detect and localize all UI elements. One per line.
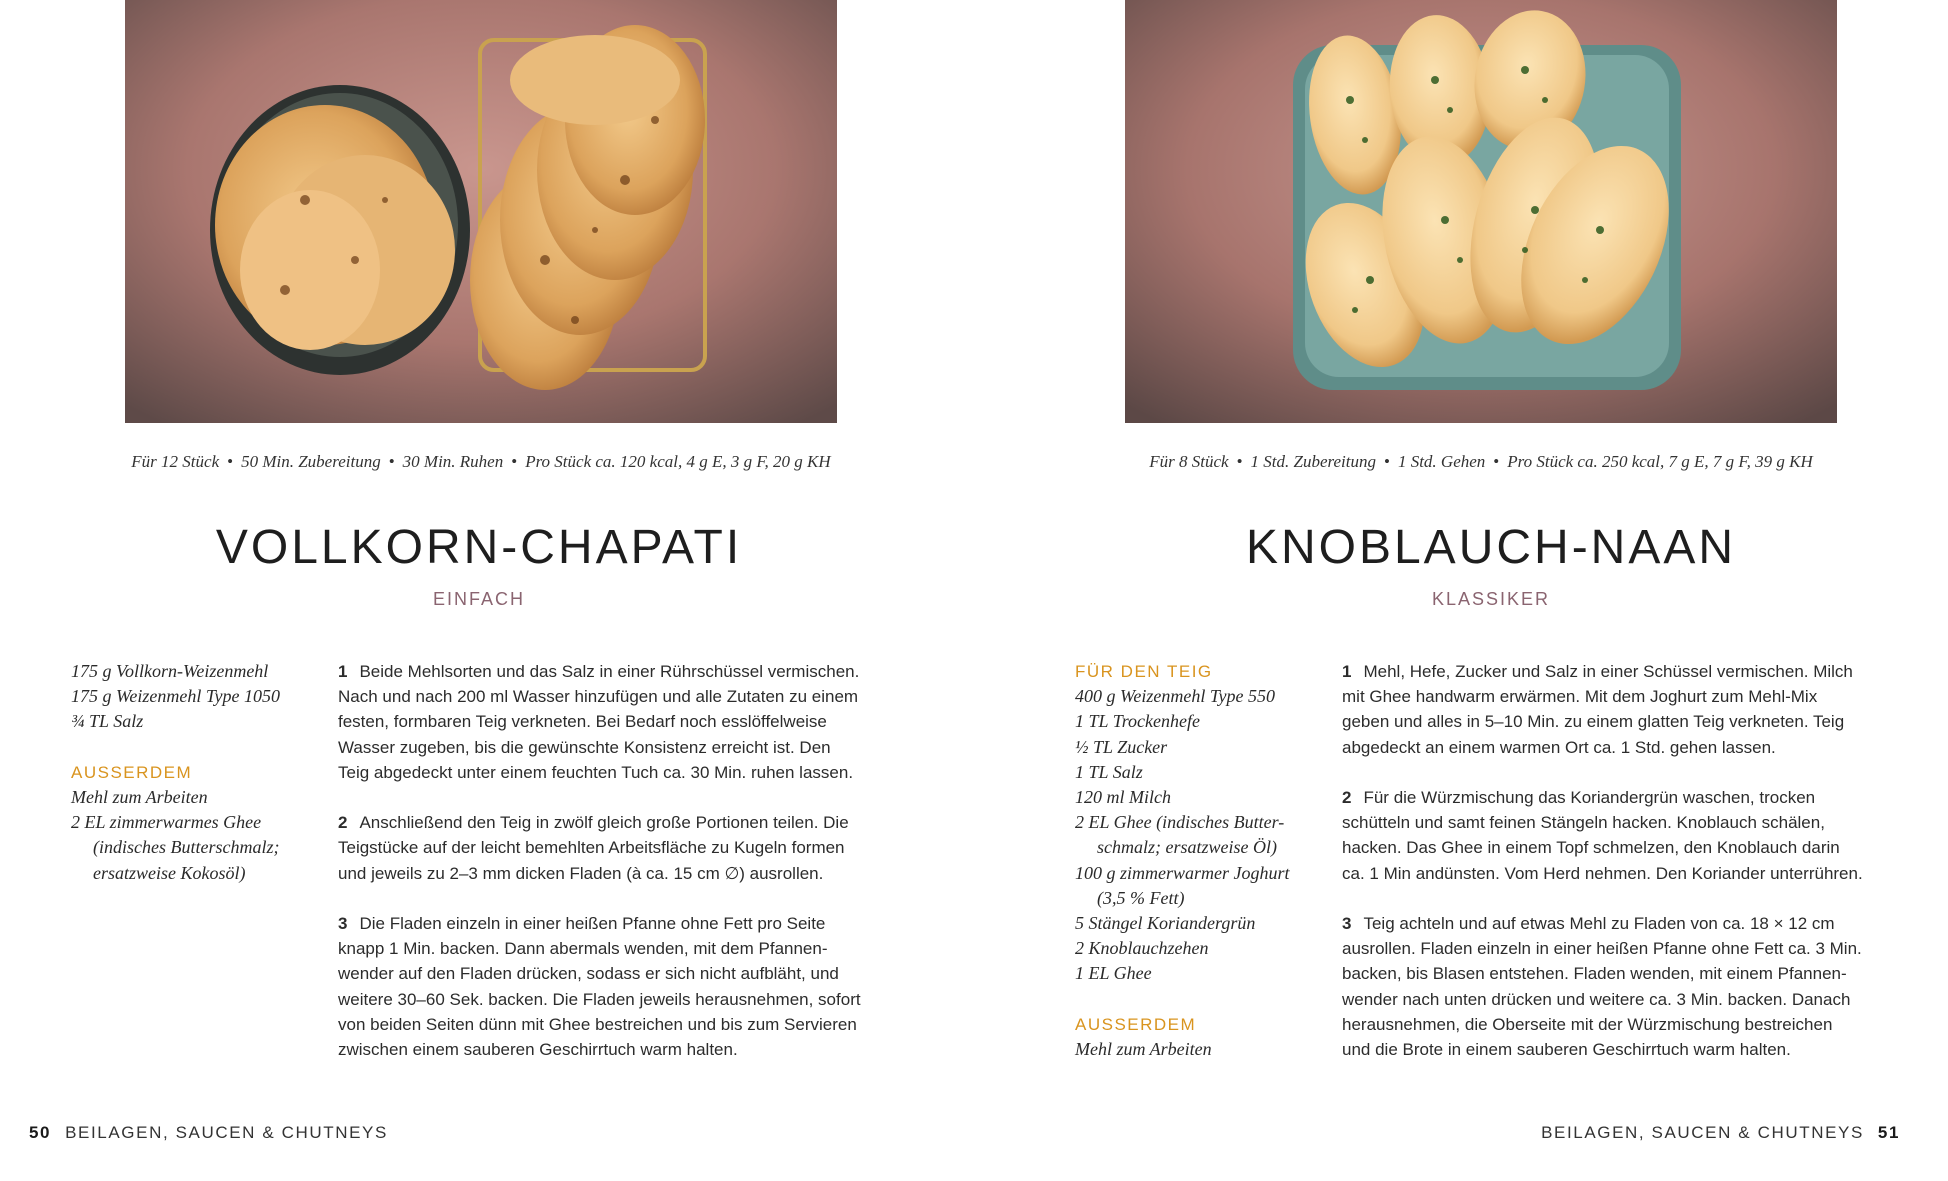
- instruction-step: 2 Anschließend den Teig in zwölf gleich große Portionen teilen. Die Teigstücke auf der leicht bemehlten Arbeitsfläche zu Kugeln formen und jeweils zu 2–3 mm dicken Fladen (à ca. 15 cm ∅) ausrollen.: [338, 813, 849, 883]
- ingredient-list: [1075, 659, 1315, 1062]
- ingredient-item: 2 EL zimmerwarmes Ghee: [71, 812, 262, 833]
- instruction-steps: [1342, 659, 1902, 1087]
- ingredient-item: 1 TL Trockenhefe: [1075, 711, 1200, 732]
- ingredient-item: 1 EL Ghee: [1075, 963, 1152, 984]
- step-number: 2: [338, 813, 348, 833]
- instruction-step: 1 Mehl, Hefe, Zucker und Salz in einer Schüssel vermischen. Milch mit Ghee handwarm erwärmen. Mit dem Joghurt zum Mehl-Mix geben und alles in 5–10 Min. zu einem glatten Teig verkneten. Teig abgedeckt an einem warmen Ort ca. 1 Std. gehen lassen.: [1342, 662, 1853, 757]
- naan-photo-illustration: [1125, 0, 1837, 423]
- chapati-photo: [125, 0, 837, 423]
- instruction-step: 3 Die Fladen einzeln in einer heißen Pfanne ohne Fett pro Seite knapp 1 Min. backen. Dann abermals wenden, mit dem Pfannen- wender auf den Fladen drücken, sodass er sich nicht aufbläht, und weitere 30–60 Sek. backen. Die Fladen jeweils herausnehmen, sofort von beiden Seiten dünn mit Ghee bestreichen und bis zum Servieren zwischen einem sauberen Geschirrtuch warm halten.: [338, 914, 861, 1060]
- ingredient-item: 175 g Weizenmehl Type 1050: [71, 686, 280, 707]
- step-number: 1: [1342, 662, 1352, 681]
- recipe-category: KLASSIKER: [1431, 589, 1551, 609]
- page-number: 51: [1877, 1123, 1900, 1142]
- ingredient-item: ersatzweise Kokosöl): [93, 862, 246, 883]
- recipe-category: EINFACH: [432, 589, 525, 609]
- right-page: [974, 0, 1948, 1181]
- instruction-step: 2 Für die Würzmischung das Koriandergrün waschen, trocken schütteln und samt feinen Stängeln hacken. Knoblauch schälen, hacken. Das Ghee in einem Topf schmelzen, den Knoblauch darin ca. 1 Min andünsten. Vom Herd nehmen. Den Koriander unterrühren.: [1342, 788, 1863, 883]
- page-footer: [29, 1123, 388, 1143]
- ingredient-item: 1 TL Salz: [1075, 761, 1143, 782]
- chapati-photo-illustration: [125, 0, 837, 423]
- ingredient-item: 2 Knoblauchzehen: [1075, 938, 1209, 959]
- ingredient-section-heading: AUSSERDEM: [71, 762, 193, 782]
- ingredient-section-heading: AUSSERDEM: [1075, 1014, 1197, 1034]
- ingredient-item: ¾ TL Salz: [71, 711, 144, 732]
- ingredient-item: 400 g Weizenmehl Type 550: [1075, 686, 1275, 707]
- ingredient-section-heading: FÜR DEN TEIG: [1075, 662, 1213, 681]
- ingredient-item: Mehl zum Arbeiten: [71, 787, 208, 807]
- instruction-step: 1 Beide Mehlsorten und das Salz in einer Rührschüssel vermischen. Nach und nach 200 ml Wasser hinzufügen und alle Zutaten zu einem festen, formbaren Teig verkneten. Bei Bedarf noch esslöffelweise Wasser zugeben, bis die gewünschte Konsistenz erreicht ist. Den Teig abgedeckt unter einem feuchten Tuch ca. 30 Min. ruhen lassen.: [338, 662, 860, 782]
- ingredient-item: Mehl zum Arbeiten: [1075, 1039, 1212, 1060]
- step-number: 3: [338, 914, 348, 933]
- step-number: 2: [1342, 788, 1352, 807]
- ingredient-item: ½ TL Zucker: [1075, 736, 1168, 757]
- ingredient-item: schmalz; ersatzweise Öl): [1097, 837, 1277, 858]
- section-name: BEILAGEN, SAUCEN & CHUTNEYS: [1541, 1123, 1864, 1142]
- naan-photo: [1125, 0, 1837, 423]
- ingredient-item: (3,5 % Fett): [1097, 887, 1185, 908]
- page-footer: [1541, 1123, 1900, 1143]
- recipe-title: KNOBLAUCH-NAAN: [1245, 521, 1737, 574]
- instruction-step: 3 Teig achteln und auf etwas Mehl zu Fladen von ca. 18 × 12 cm ausrollen. Fladen einzeln in einer heißen Pfanne ohne Fett ca. 3 Min. backen, bis Blasen entstehen. Fladen wenden, mit einem Pfannen- wender nach unten drücken und weitere ca. 3 Min. backen. Danach herausnehmen, die Oberseite mit der Würzmischung bestreichen und die Brote in einem sauberen Geschirrtuch warm halten.: [1342, 914, 1862, 1060]
- ingredient-item: 120 ml Milch: [1075, 787, 1171, 808]
- step-number: 3: [1342, 914, 1352, 933]
- ingredient-list: [71, 659, 311, 886]
- section-name: BEILAGEN, SAUCEN & CHUTNEYS: [65, 1123, 388, 1142]
- ingredient-item: 2 EL Ghee (indisches Butter-: [1075, 812, 1285, 833]
- instruction-steps: [338, 659, 898, 1087]
- step-number: 1: [338, 662, 348, 681]
- ingredient-item: (indisches Butterschmalz;: [93, 837, 280, 858]
- ingredient-item: 100 g zimmerwarmer Joghurt: [1075, 862, 1290, 883]
- page-number: 50: [29, 1123, 52, 1142]
- ingredient-item: 5 Stängel Koriandergrün: [1075, 913, 1256, 934]
- recipe-meta: Für 12 Stück • 50 Min. Zubereitung • 30 Min. Ruhen • Pro Stück ca. 120 kcal, 4 g E, 3 g F, 20 g KH: [131, 452, 831, 471]
- recipe-meta: Für 8 Stück • 1 Std. Zubereitung • 1 Std. Gehen • Pro Stück ca. 250 kcal, 7 g E, 7 g F, 39 g KH: [1149, 452, 1813, 471]
- recipe-title: VOLLKORN-CHAPATI: [215, 521, 743, 574]
- ingredient-item: 175 g Vollkorn-Weizenmehl: [71, 661, 269, 681]
